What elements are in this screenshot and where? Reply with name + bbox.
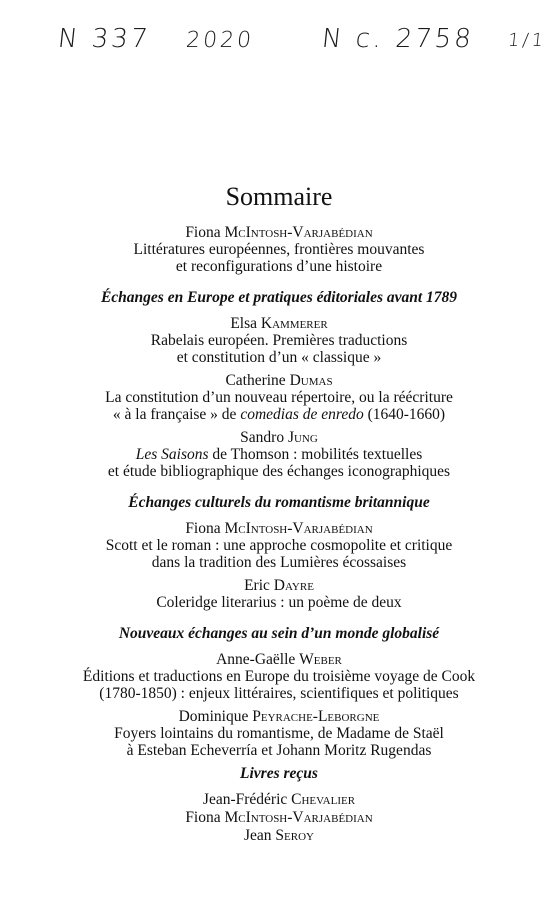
handwritten-note-4: 1/1	[506, 30, 548, 51]
entry-title-line: Foyers lointains du romantisme, de Madame de Staël	[114, 725, 444, 742]
toc-entry	[0, 315, 558, 366]
section-heading-received: Livres reçus	[240, 765, 318, 782]
received-author: Fiona McIntosh-Varjabédian	[185, 809, 373, 826]
entry-author: Sandro Jung	[240, 429, 318, 446]
entry-title-line: Coleridge literarius : un poème de deux	[156, 594, 402, 611]
received-books-list	[0, 791, 558, 845]
entry-author: Fiona McIntosh-Varjabédian	[185, 224, 373, 241]
entry-title-line: et constitution d’un « classique »	[176, 349, 382, 366]
section-heading: Échanges culturels du romantisme britannique	[128, 494, 430, 511]
entry-author: Eric Dayre	[244, 577, 314, 594]
toc-entry	[0, 429, 558, 480]
toc-entry	[0, 372, 558, 423]
entry-title-line: La constitution d’un nouveau répertoire, ou la réécriture	[105, 389, 453, 406]
section-heading: Nouveaux échanges au sein d’un monde globalisé	[118, 625, 440, 642]
table-of-contents	[0, 182, 558, 845]
entry-title-line: (1780-1850) : enjeux littéraires, scientifiques et politiques	[99, 685, 459, 702]
handwritten-note-2: 2020	[184, 28, 256, 53]
toc-entry	[0, 708, 558, 759]
entry-author: Anne-Gaëlle Weber	[216, 651, 342, 668]
section-heading: Échanges en Europe et pratiques éditoriales avant 1789	[100, 289, 458, 306]
received-author: Jean-Frédéric Chevalier	[202, 791, 356, 808]
entry-title-line: Littératures européennes, frontières mouvantes	[133, 241, 425, 258]
entry-title-line: Les Saisons de Thomson : mobilités textuelles	[135, 446, 423, 463]
received-author: Jean Seroy	[244, 827, 314, 844]
page-title: Sommaire	[225, 182, 333, 211]
entry-title-line: et reconfigurations d’une histoire	[175, 258, 383, 275]
entry-title-line: à Esteban Echeverría et Johann Moritz Rugendas	[126, 742, 432, 759]
toc-entry	[0, 520, 558, 571]
entry-author: Fiona McIntosh-Varjabédian	[185, 520, 373, 537]
handwritten-note-3: N c. 2758	[320, 24, 476, 54]
entry-title-line: et étude bibliographique des échanges iconographiques	[107, 463, 451, 480]
handwritten-note-1: N 337	[56, 24, 152, 54]
entry-title-line: dans la tradition des Lumières écossaises	[151, 554, 407, 571]
entry-title-line: Scott et le roman : une approche cosmopolite et critique	[105, 537, 453, 554]
entry-title-line: Éditions et traductions en Europe du troisième voyage de Cook	[82, 668, 476, 685]
toc-entry-intro	[0, 224, 558, 275]
toc-entry	[0, 577, 558, 611]
entry-author: Elsa Kammerer	[230, 315, 328, 332]
entry-title-line: « à la française » de comedias de enredo (1640-1660)	[112, 406, 446, 423]
entry-author: Catherine Dumas	[225, 372, 333, 389]
entry-author: Dominique Peyrache-Leborgne	[178, 708, 380, 725]
entry-title-line: Rabelais européen. Premières traductions	[150, 332, 408, 349]
toc-entry	[0, 651, 558, 702]
